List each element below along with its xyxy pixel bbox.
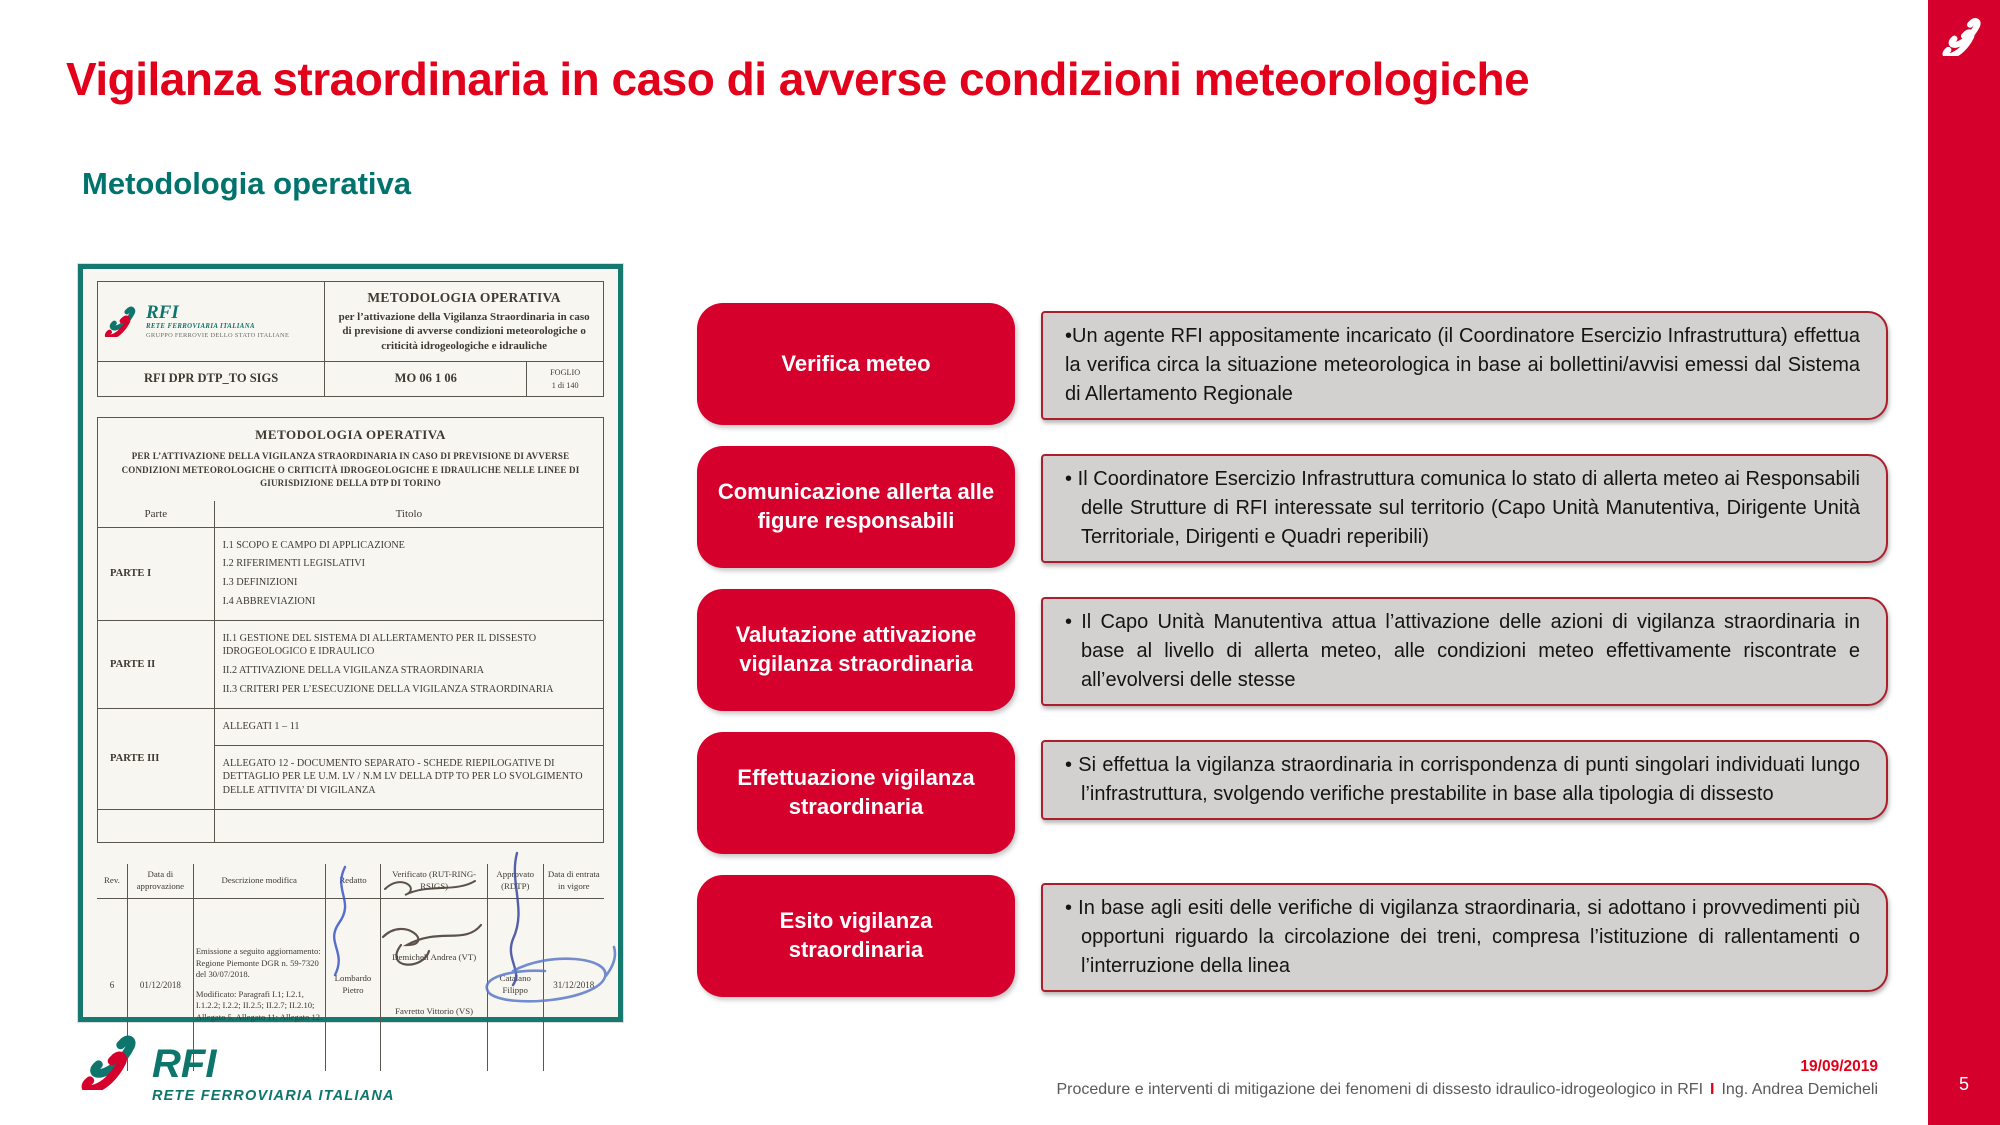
doc-code-left: RFI DPR DTP_TO SIGS [98, 362, 325, 396]
index-item: ALLEGATI 1 – 11 [222, 720, 300, 732]
rev-effective-date: 31/12/2018 [543, 898, 604, 1071]
section-subtitle: Metodologia operativa [82, 166, 411, 201]
step-button-effettuazione-vigilanza: Effettuazione vigilanza straordinaria [697, 732, 1015, 854]
doc-header-table [97, 281, 604, 397]
scanned-document [78, 264, 623, 1022]
fs-logo-icon [1941, 16, 1987, 56]
rfi-ribbon-icon [80, 1032, 144, 1090]
index-item: I.2 RIFERIMENTI LEGISLATIVI [222, 558, 365, 570]
step-button-verifica-meteo: Verifica meteo [697, 303, 1015, 425]
step-note-2: • Il Coordinatore Esercizio Infrastruttura comunica lo stato di allerta meteo ai Responsabili delle Strutture di RFI interessate sul territorio (Capo Unità Manutentiva, Dirigente Unità Territoriale, Dirigenti e Quadri reperibili) [1041, 454, 1888, 563]
rev-approved-date: 01/12/2018 [127, 898, 193, 1071]
index-col-titolo: Titolo [214, 501, 603, 528]
page-title: Vigilanza straordinaria in caso di avverse condizioni meteorologiche [66, 53, 1530, 105]
doc-title-cell [325, 282, 603, 362]
page-number: 5 [1958, 1074, 1969, 1094]
brand-sidebar [1928, 0, 2000, 1125]
doc-index-title: METODOLOGIA OPERATIVA [255, 427, 446, 443]
index-item: I.1 SCOPO E CAMPO DI APPLICAZIONE [222, 539, 405, 551]
table-row [97, 864, 604, 899]
doc-index-head [98, 418, 603, 501]
doc-logo-rfi-text: RFI [146, 302, 179, 324]
footer-date: 19/09/2019 [1800, 1058, 1878, 1075]
process-flow [697, 303, 1888, 1018]
rev-description: Emissione a seguito aggiornamento: Regione Piemonte DGR n. 59-7320 del 30/07/2018. Modificato: Paragrafi I.1; I.2.1, I.1.2.2; I.2.2; II.2.5; II.2.7; II.2.10; Allegato 5, Allegato 11; Allegato 12. [193, 898, 325, 1071]
index-item: I.4 ABBREVIAZIONI [222, 595, 316, 607]
doc-subtitle: per l’attivazione della Vigilanza Straordinaria in caso di previsione di avverse condizioni meteorologiche o criticità idrogeologiche e idrauliche [338, 311, 590, 352]
index-empty-row [98, 809, 603, 842]
rev-verificato: Demicheli Andrea (VT) Favretto Vittorio (VS) [381, 898, 487, 1071]
flow-row-2 [697, 446, 1888, 568]
rev-number: 6 [97, 898, 127, 1071]
rev-header: Descrizione modifica [193, 864, 325, 899]
step-note-3: • Il Capo Unità Manutentiva attua l’attivazione delle azioni di vigilanza straordinaria in base al livello di allerta meteo, alle condizioni meteo effettivamente riscontrate e all’evolversi delle stesse [1041, 597, 1888, 706]
footer-author: Ing. Andrea Demicheli [1721, 1081, 1878, 1098]
rev-header: Data di entrata in vigore [543, 864, 604, 899]
index-item: II.3 CRITERI PER L’ESECUZIONE DELLA VIGILANZA STRAORDINARIA [222, 684, 554, 695]
doc-index-table [98, 501, 603, 842]
rfi-ribbon-icon [104, 305, 140, 337]
doc-sheet-cell [527, 362, 603, 396]
step-note-5: • In base agli esiti delle verifiche di vigilanza straordinaria, si adottano i provvedimenti più opportuni riguardo la circolazione dei treni, compresa l’istituzione di rallentamenti o l’interruzione della linea [1041, 883, 1888, 992]
table-row [98, 708, 603, 809]
step-button-valutazione-attivazione: Valutazione attivazione vigilanza straordinaria [697, 589, 1015, 711]
footer-meta [1056, 1058, 1878, 1099]
index-item: II.2 ATTIVAZIONE DELLA VIGILANZA STRAORDINARIA [222, 665, 484, 677]
doc-sheet-value: 1 di 140 [551, 381, 579, 391]
flow-row-1 [697, 303, 1888, 425]
index-part-1: PARTE I [98, 527, 214, 620]
index-item: I.3 DEFINIZIONI [222, 577, 298, 589]
footer-credit: Procedure e interventi di mitigazione dei fenomeni di dissesto idraulico-idrogeologico in RFI I Ing. Andrea Demicheli [1056, 1081, 1878, 1098]
flow-row-4 [697, 732, 1888, 854]
rev-header: Rev. [97, 864, 127, 899]
index-part-3: PARTE III [98, 708, 214, 809]
scanned-document-page [83, 269, 618, 1023]
doc-rfi-logo [98, 282, 325, 362]
footer-rfi-logo [80, 1032, 395, 1104]
index-part-2: PARTE II [98, 620, 214, 708]
footer-separator: I [1710, 1081, 1715, 1098]
rev-header: Data di approvazione [127, 864, 193, 899]
flow-row-3 [697, 589, 1888, 711]
rev-header: Approvato (RDTP) [487, 864, 543, 899]
flow-row-5 [697, 875, 1888, 997]
rev-header: Verificato (RUT-RING-RSIGS) [381, 864, 487, 899]
doc-title: METODOLOGIA OPERATIVA [367, 290, 561, 305]
doc-logo-sub-text: RETE FERROVIARIA ITALIANA [146, 323, 255, 331]
footer-logo-sub-text: RETE FERROVIARIA ITALIANA [152, 1088, 395, 1104]
step-button-esito-vigilanza: Esito vigilanza straordinaria [697, 875, 1015, 997]
step-button-comunicazione-allerta: Comunicazione allerta alle figure responsabili [697, 446, 1015, 568]
doc-index-block [97, 417, 604, 843]
doc-logo-group-text: GRUPPO FERROVIE DELLO STATO ITALIANE [146, 332, 290, 340]
doc-code-mid: MO 06 1 06 [325, 362, 527, 396]
table-row [98, 620, 603, 708]
rev-redatto: Lombardo Pietro [325, 898, 381, 1071]
rev-header: Redatto [325, 864, 381, 899]
doc-sheet-label: FOGLIO [550, 367, 581, 377]
step-note-1: •Un agente RFI appositamente incaricato (il Coordinatore Esercizio Infrastruttura) effettua la verifica circa la situazione meteorologica in base ai bollettini/avvisi emessi dal Sistema di Allertamento Regionale [1041, 311, 1888, 420]
rev-approvato: Catalano Filippo [487, 898, 543, 1071]
table-row [98, 527, 603, 620]
footer-logo-rfi-text: RFI [152, 1042, 217, 1086]
index-col-parte: Parte [98, 501, 214, 528]
index-item: II.1 GESTIONE DEL SISTEMA DI ALLERTAMENTO PER IL DISSESTO IDROGEOLOGICO E IDRAULICO [222, 632, 537, 658]
index-item: ALLEGATO 12 - DOCUMENTO SEPARATO - SCHEDE RIEPILOGATIVE DI DETTAGLIO PER LE U.M. LV / N.M LV DELLA DTP TO PER LO SVOLGIMENTO DELLE ATTIVITA’ DI VIGILANZA [222, 757, 583, 797]
doc-index-subtitle: PER L’ATTIVAZIONE DELLA VIGILANZA STRAORDINARIA IN CASO DI PREVISIONE DI AVVERSE CONDIZIONI METEOROLOGICHE O CRITICITÀ IDROGEOLOGICHE E IDRAULICHE NELLE LINEE DI GIURISDIZIONE DELLA DTP DI TORINO [121, 451, 580, 489]
step-note-4: • Si effettua la vigilanza straordinaria in corrispondenza di punti singolari individuati lungo l’infrastruttura, svolgendo verifiche prestabilite in base alla tipologia di dissesto [1041, 740, 1888, 820]
